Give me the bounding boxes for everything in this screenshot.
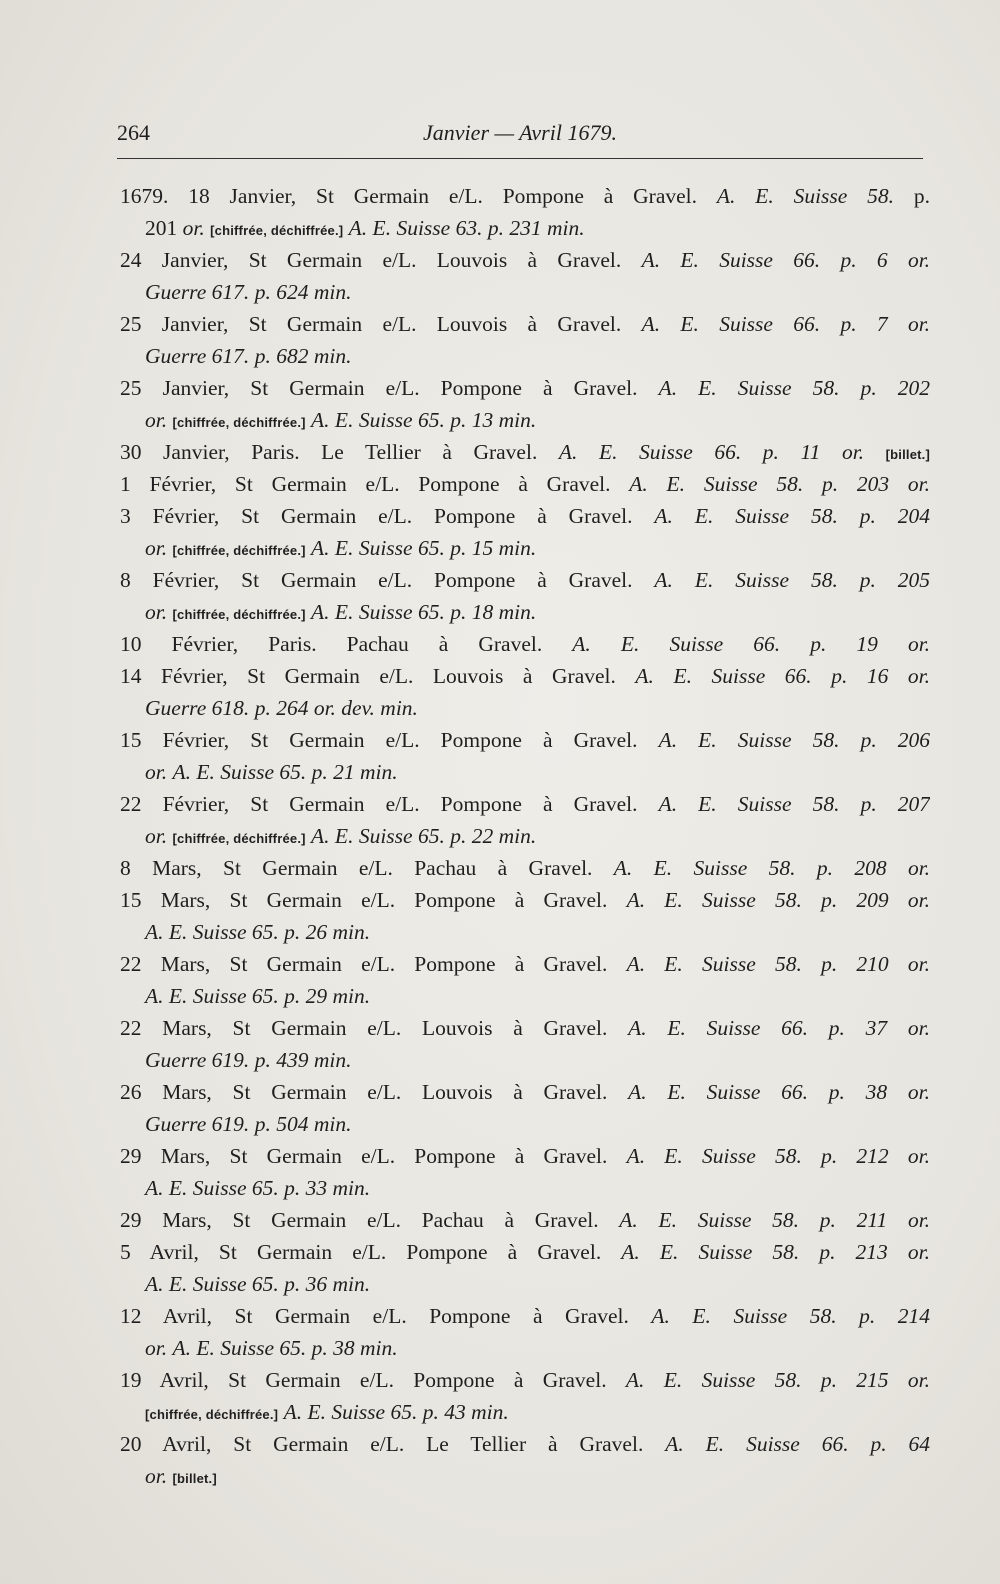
list-item [117,788,930,852]
entry-continuation-line: Guerre 617. p. 624 min. [145,280,352,304]
entry-line: 22 Mars, St Germain e/L. Pompone à Gravel. A. E. Suisse 58. p. 210 or. [120,952,930,976]
entry-line: 3 Février, St Germain e/L. Pompone à Gravel. A. E. Suisse 58. p. 204 [120,504,930,528]
running-head: Janvier — Avril 1679. [423,120,617,145]
list-item [117,1236,930,1300]
entry-line: 24 Janvier, St Germain e/L. Louvois à Gravel. A. E. Suisse 66. p. 6 or. [120,248,930,272]
entry-line: 15 Mars, St Germain e/L. Pompone à Gravel. A. E. Suisse 58. p. 209 or. [120,888,930,912]
entry-continuation-line: or. [billet.] [145,1464,217,1488]
entry-continuation-line: A. E. Suisse 65. p. 33 min. [145,1176,371,1200]
list-item [117,372,930,436]
list-item [117,180,930,244]
entry-continuation-line: Guerre 619. p. 439 min. [145,1048,352,1072]
entry-line: 20 Avril, St Germain e/L. Le Tellier à Gravel. A. E. Suisse 66. p. 64 [120,1432,930,1456]
list-item [117,1204,930,1236]
entry-continuation-line: or. [chiffrée, déchiffrée.] A. E. Suisse 65. p. 15 min. [145,536,537,560]
list-item [117,948,930,1012]
entry-line: 15 Février, St Germain e/L. Pompone à Gravel. A. E. Suisse 58. p. 206 [120,728,930,752]
list-item [117,1300,930,1364]
entry-line: 12 Avril, St Germain e/L. Pompone à Gravel. A. E. Suisse 58. p. 214 [120,1304,930,1328]
entry-line: 19 Avril, St Germain e/L. Pompone à Gravel. A. E. Suisse 58. p. 215 or. [120,1368,930,1392]
entry-continuation-line: or. [chiffrée, déchiffrée.] A. E. Suisse 65. p. 22 min. [145,824,537,848]
entry-line: 5 Avril, St Germain e/L. Pompone à Gravel. A. E. Suisse 58. p. 213 or. [120,1240,930,1264]
list-item [117,436,930,468]
header-rule [117,158,923,159]
entry-continuation-line: 201 or. [chiffrée, déchiffrée.] A. E. Suisse 63. p. 231 min. [145,216,585,240]
entry-line: 10 Février, Paris. Pachau à Gravel. A. E. Suisse 66. p. 19 or. [120,632,930,656]
entry-continuation-line: or. A. E. Suisse 65. p. 38 min. [145,1336,398,1360]
entry-line: 8 Mars, St Germain e/L. Pachau à Gravel. A. E. Suisse 58. p. 208 or. [120,856,930,880]
entry-line: 26 Mars, St Germain e/L. Louvois à Gravel. A. E. Suisse 66. p. 38 or. [120,1080,930,1104]
entry-line: 1 Février, St Germain e/L. Pompone à Gravel. A. E. Suisse 58. p. 203 or. [120,472,930,496]
list-item [117,1076,930,1140]
page-header [117,120,923,152]
entry-continuation-line: Guerre 617. p. 682 min. [145,344,352,368]
entry-line: 22 Février, St Germain e/L. Pompone à Gravel. A. E. Suisse 58. p. 207 [120,792,930,816]
entry-continuation-line: or. [chiffrée, déchiffrée.] A. E. Suisse 65. p. 18 min. [145,600,537,624]
entry-line: 8 Février, St Germain e/L. Pompone à Gravel. A. E. Suisse 58. p. 205 [120,568,930,592]
entry-line: 30 Janvier, Paris. Le Tellier à Gravel. A. E. Suisse 66. p. 11 or. [billet.] [120,440,930,464]
list-item [117,884,930,948]
entry-line: 29 Mars, St Germain e/L. Pachau à Gravel. A. E. Suisse 58. p. 211 or. [120,1208,930,1232]
entry-continuation-line: A. E. Suisse 65. p. 36 min. [145,1272,371,1296]
entry-continuation-line: [chiffrée, déchiffrée.] A. E. Suisse 65. p. 43 min. [145,1400,509,1424]
list-item [117,724,930,788]
list-item [117,660,930,724]
list-item [117,468,930,500]
entry-line: 1679. 18 Janvier, St Germain e/L. Pompone à Gravel. A. E. Suisse 58. p. [120,184,930,208]
list-item [117,1140,930,1204]
entry-line: 22 Mars, St Germain e/L. Louvois à Gravel. A. E. Suisse 66. p. 37 or. [120,1016,930,1040]
page-number: 264 [117,120,150,145]
list-item [117,308,930,372]
list-item [117,1012,930,1076]
entry-continuation-line: or. [chiffrée, déchiffrée.] A. E. Suisse 65. p. 13 min. [145,408,537,432]
list-item [117,628,930,660]
entry-continuation-line: A. E. Suisse 65. p. 26 min. [145,920,371,944]
list-item [117,564,930,628]
entry-continuation-line: or. A. E. Suisse 65. p. 21 min. [145,760,398,784]
list-item [117,1364,930,1428]
entry-line: 25 Janvier, St Germain e/L. Pompone à Gravel. A. E. Suisse 58. p. 202 [120,376,930,400]
list-item [117,852,930,884]
entry-continuation-line: Guerre 618. p. 264 or. dev. min. [145,696,418,720]
entry-line: 29 Mars, St Germain e/L. Pompone à Gravel. A. E. Suisse 58. p. 212 or. [120,1144,930,1168]
entry-continuation-line: Guerre 619. p. 504 min. [145,1112,352,1136]
list-item [117,244,930,308]
entry-line: 25 Janvier, St Germain e/L. Louvois à Gravel. A. E. Suisse 66. p. 7 or. [120,312,930,336]
entry-line: 14 Février, St Germain e/L. Louvois à Gravel. A. E. Suisse 66. p. 16 or. [120,664,930,688]
entry-continuation-line: A. E. Suisse 65. p. 29 min. [145,984,371,1008]
list-item [117,1428,930,1492]
entry-list [117,180,930,1492]
list-item [117,500,930,564]
